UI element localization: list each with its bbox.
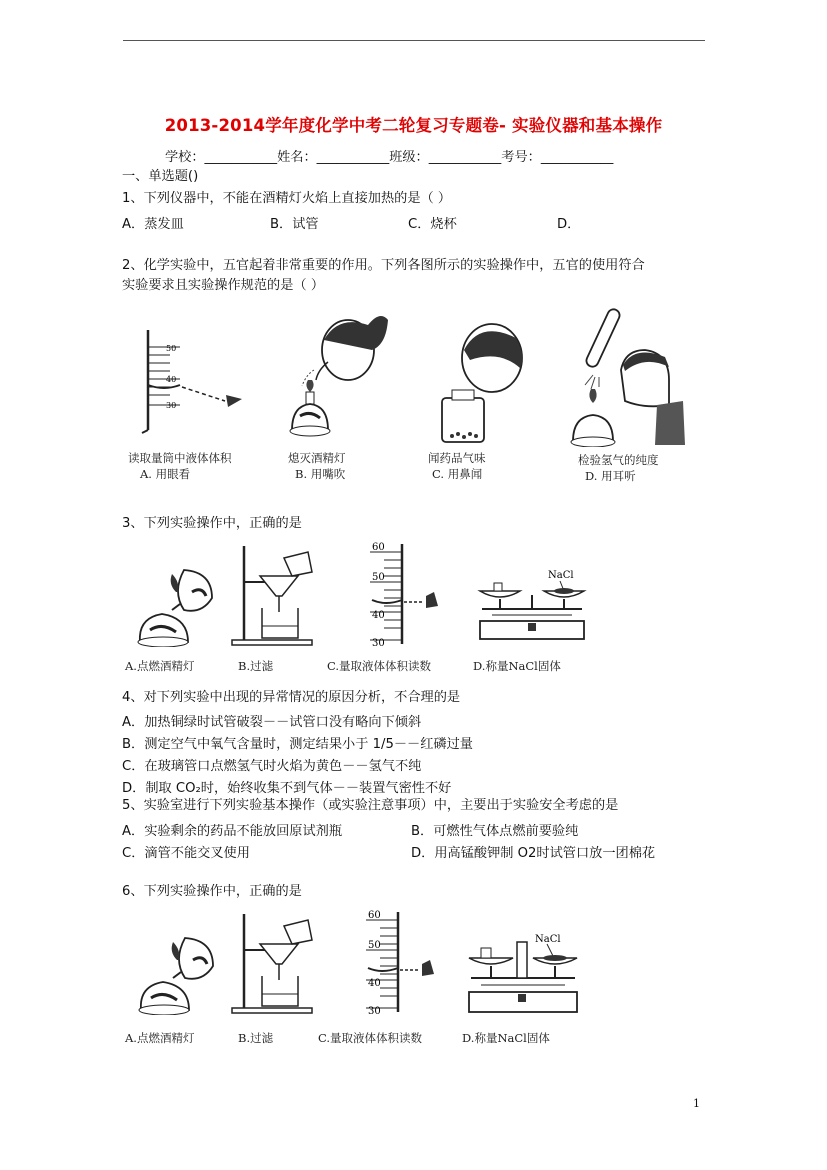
eye-icon [226, 395, 242, 407]
q2-caption-d-top: 检验氢气的纯度 [578, 453, 659, 467]
q3-figure-b [226, 542, 326, 647]
q3c-tick-50: 50 [372, 572, 385, 583]
q6-caption-d: D.称量NaCl固体 [462, 1031, 550, 1045]
q2-caption-d-bottom: D. 用耳听 [585, 469, 636, 483]
q3-figure-d [472, 565, 592, 647]
q3-stem: 3、下列实验操作中，正确的是 [122, 516, 302, 531]
q6-figure-b [226, 910, 326, 1016]
header-rule [123, 40, 705, 41]
page-title: 2013-2014学年度化学中考二轮复习专题卷- 实验仪器和基本操作 [164, 116, 663, 135]
q2-figure-d [565, 305, 690, 447]
flame-icon [589, 389, 596, 403]
q6c-tick-60: 60 [368, 910, 381, 921]
q5-option-c[interactable]: C．滴管不能交叉使用 [122, 846, 250, 861]
beaker-icon [262, 976, 298, 1006]
class-field[interactable]: 班级：___________ [389, 150, 502, 165]
beaker-pouring-icon [284, 920, 312, 944]
q6-caption-c: C.量取液体体积读数 [318, 1031, 423, 1045]
q3-caption-d: D.称量NaCl固体 [473, 659, 561, 673]
section-heading: 一、单选题() [122, 169, 199, 184]
q6-stem: 6、下列实验操作中，正确的是 [122, 884, 302, 899]
page-number: 1 [693, 1097, 700, 1110]
funnel-icon [260, 944, 298, 964]
school-field[interactable]: 学校：___________ [165, 150, 278, 165]
q4-option-d[interactable]: D．制取 CO₂时，始终收集不到气体－－装置气密性不好 [122, 781, 452, 796]
q2-caption-c-top: 闻药品气味 [428, 451, 486, 465]
q4-option-a[interactable]: A．加热铜绿时试管破裂－－试管口没有略向下倾斜 [122, 715, 422, 730]
q4-option-c[interactable]: C．在玻璃管口点燃氢气时火焰为黄色－－氢气不纯 [122, 759, 422, 774]
q2-caption-b-top: 熄灭酒精灯 [288, 451, 346, 465]
q3-figure-a [132, 562, 222, 647]
q2-figure-c [430, 320, 530, 445]
q4-option-b[interactable]: B．测定空气中氧气含量时，测定结果小于 1/5－－红磷过量 [122, 737, 473, 752]
q3-caption-c: C.量取液体体积读数 [327, 659, 432, 673]
q2-caption-a-top: 读取量筒中液体体积 [128, 451, 232, 465]
number-field[interactable]: 考号：___________ [501, 150, 614, 165]
q2-caption-a-bottom: A. 用眼看 [140, 467, 191, 481]
q2-stem-line2: 实验要求且实验操作规范的是（ ） [122, 278, 325, 293]
student-info-line [165, 146, 613, 165]
q2-figure-a [130, 325, 260, 435]
flame-icon [171, 574, 179, 592]
q5-option-d[interactable]: D．用高锰酸钾制 O2时试管口放一团棉花 [411, 846, 656, 861]
q2-caption-b-bottom: B. 用嘴吹 [295, 467, 346, 481]
q1-option-a[interactable]: A．蒸发皿 [122, 217, 184, 232]
balance-pan-left-icon [469, 958, 513, 964]
q6-nacl-label: NaCl [535, 934, 561, 945]
q3-figure-c [362, 540, 452, 648]
name-field[interactable]: 姓名：___________ [277, 150, 390, 165]
beaker-icon [262, 608, 298, 638]
q6c-tick-50: 50 [368, 940, 381, 951]
q3-nacl-label: NaCl [548, 570, 574, 581]
q1-option-d[interactable]: D． [557, 217, 581, 232]
q6c-tick-30: 30 [368, 1006, 381, 1016]
q3-caption-a: A.点燃酒精灯 [125, 659, 195, 673]
eye-icon [422, 960, 434, 976]
q6-caption-a: A.点燃酒精灯 [125, 1031, 195, 1045]
flame-icon [172, 942, 180, 960]
q6-figure-c [358, 908, 448, 1016]
q1-option-c[interactable]: C．烧杯 [408, 217, 457, 232]
q3-caption-b: B.过滤 [238, 659, 274, 673]
q2a-tick-40: 40 [166, 375, 177, 384]
q6-caption-b: B.过滤 [238, 1031, 274, 1045]
q1-stem: 1、下列仪器中，不能在酒精灯火焰上直接加热的是（ ） [122, 191, 452, 206]
q6c-tick-40: 40 [368, 978, 381, 989]
q2-stem-line1: 2、化学实验中，五官起着非常重要的作用。下列各图所示的实验操作中，五官的使用符合 [122, 258, 645, 273]
q1-option-b[interactable]: B．试管 [270, 217, 319, 232]
q5-option-a[interactable]: A．实验剩余的药品不能放回原试剂瓶 [122, 824, 343, 839]
q2a-tick-30: 30 [166, 401, 177, 410]
q6-figure-a [133, 930, 223, 1015]
q5-stem: 5、实验室进行下列实验基本操作（或实验注意事项）中，主要出于实验安全考虑的是 [122, 798, 619, 813]
q5-option-b[interactable]: B．可燃性气体点燃前要验纯 [411, 824, 579, 839]
q2-figure-b [288, 300, 408, 445]
q2-caption-c-bottom: C. 用鼻闻 [432, 467, 483, 481]
flame-icon [306, 380, 313, 392]
balance-pan-left-icon [480, 591, 520, 597]
funnel-icon [260, 576, 298, 596]
beaker-pouring-icon [284, 552, 312, 576]
q3c-tick-30: 30 [372, 638, 385, 648]
q4-stem: 4、对下列实验中出现的异常情况的原因分析，不合理的是 [122, 690, 461, 705]
test-tube-icon [584, 307, 621, 368]
q3c-tick-40: 40 [372, 610, 385, 621]
q2a-tick-50: 50 [166, 344, 177, 353]
q6-figure-d [463, 930, 583, 1020]
q3c-tick-60: 60 [372, 542, 385, 553]
eye-icon [426, 592, 438, 608]
